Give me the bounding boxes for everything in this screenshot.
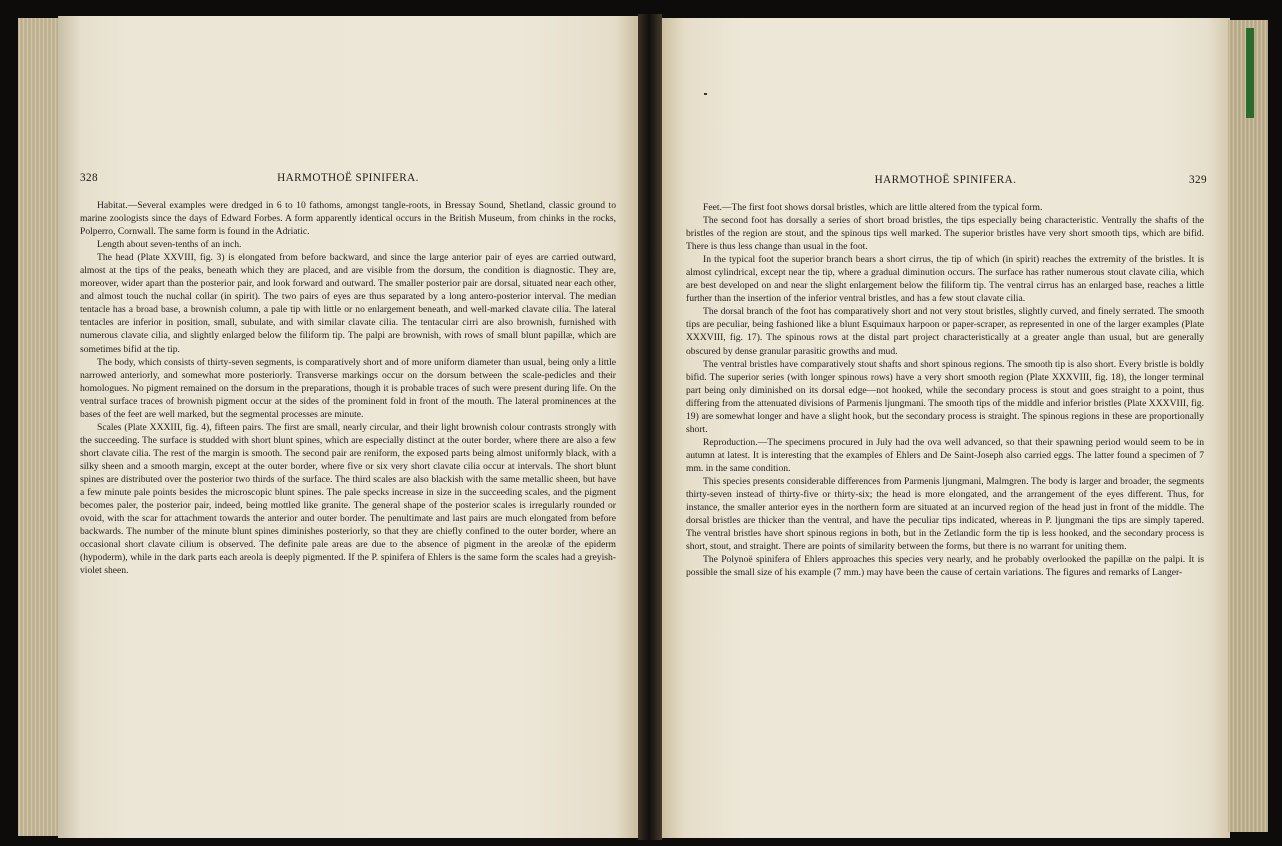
paragraph: The dorsal branch of the foot has comparatively short and not very stout bristles, slightly curved, and finely serrated. The smooth tips are peculiar, being fashioned like a blunt Esquimaux harpoon or paper-scraper, as represented in one of the larger examples (Plate XXXVIII, fig. 17). The spinous rows at the distal part project characteristically at a greater angle than usual, but are generally obscured by dense granular parasitic growths and mud. [686,306,1204,357]
right-page-header [684,174,1207,188]
paragraph: This species presents considerable differences from Parmenis ljungmani, Malmgren. The body is larger and broader, the segments thirty-seven instead of thirty-five or thirty-six; the head is more elongated, and the arrangement of the eyes different. Thus, for instance, the smaller anterior eyes in the northern form are situated at an incurved region of the head just in front of the middle. The dorsal bristles are thicker than the ventral, and have the peculiar tips indicated, whereas in P. ljungmani the tips are simply tapered. The ventral bristles have short spinous regions in both, but in the Zetlandic form the tip is less hooked, and the secondary process is short, stout, and straight. There are points of similarity between the forms, but there is no warrant for uniting them. [686,475,1204,553]
left-page [58,16,638,838]
right-running-title: HARMOTHOË SPINIFERA. [874,174,1017,186]
paragraph: The head (Plate XXVIII, fig. 3) is elongated from before backward, and since the large anterior pair of eyes are carried outward, almost at the tips of the peaks, beneath which they are placed, and are visible from the dorsum, the condition is diagnostic. They are, moreover, wider apart than the posterior pair, and look forward and outward. The smaller posterior pair are dorsal, situated near each other, and almost touch the nuchal collar (in spirit). The two pairs of eyes are thus separated by a long antero-posterior interval. The median tentacle has a broad base, a brownish column, a pale tip with little or no enlargement beneath, and well-marked clavate cilia. The lateral tentacles are inferior in position, small, subulate, and with similar clavate cilia. The tentacular cirri are also brownish, furnished with numerous clavate cilia, and slightly enlarged below the filiform tip. The palpi are brownish, with rows of small blunt papillæ, which are sometimes bifid at the tip. [80,252,616,355]
left-running-title: HARMOTHOË SPINIFERA. [277,172,419,184]
paragraph: Length about seven-tenths of an inch. [97,239,242,251]
left-page-body [80,199,616,577]
paragraph: The Polynoë spinifera of Ehlers approaches this species very nearly, and he probably overlooked the papillæ on the palpi. It is possible the small size of his example (7 mm.) may have been the cause of certain variations. The figures and remarks of Langer- [686,554,1204,579]
paragraph: Scales (Plate XXXIII, fig. 4), fifteen pairs. The first are small, nearly circular, and their light brownish colour contrasts strongly with the succeeding. The surface is studded with short blunt spines, which are especially distinct at the outer border, where there are also a few short clavate cilia. The rest of the margin is smooth. The second pair are reniform, the exposed parts being almost uniformly black, with a silky sheen and a smooth margin, except at the outer border, where five or six very short clavate cilia occur at intervals. The short blunt spines are distributed over the posterior two thirds of the surface. The third scales are also blackish with the same metallic sheen, but have a few minute pale points besides the microscopic blunt spines. The pale specks increase in size in the succeeding scales, and the pigment becomes paler, the posterior pair, indeed, being mottled like granite. The general shape of the posterior scales is irregularly rounded or ovoid, with the scar for attachment towards the anterior and outer border. The penultimate and last pairs are much elongated from before backwards. The number of the minute blunt spines diminishes posteriorly, so that they are chiefly confined to the outer border, where an occasional short clavate cilium is observed. The definite pale areas are due to the absence of pigment in the areolæ of the epiderm (hypoderm), while in the dark parts each areola is deeply pigmented. If the P. spinifera of Ehlers is the same form the scales had a greyish-violet sheen. [80,421,616,577]
left-page-number: 328 [80,172,98,184]
right-page-edges [1228,20,1268,832]
right-page-body [686,201,1204,579]
paragraph: Habitat.—Several examples were dredged in 6 to 10 fathoms, amongst tangle-roots, in Bressay Sound, Shetland, classic ground to marine zoologists since the days of Edward Forbes. A form apparently identical occurs in the British Museum, from chinks in the rocks, Polperro, Cornwall. The same form is found in the Adriatic. [80,200,616,238]
print-mark [704,93,707,95]
paragraph: In the typical foot the superior branch bears a short cirrus, the tip of which (in spirit) reaches the extremity of the bristles. It is almost cylindrical, except near the tip, where a gradual diminution occurs. The surface has rather numerous stout clavate cilia, which are best developed on and near the slight enlargement below the filiform tip. The ventral cirrus has an enlarged base, reaches a little further than the insertion of the inferior ventral bristles, and has a few stout clavate cilia. [686,254,1204,305]
left-page-header [80,172,616,186]
paragraph: Reproduction.—The specimens procured in July had the ova well advanced, so that their spawning period would seem to be in autumn at latest. It is interesting that the examples of Ehlers and De Saint-Joseph also carried eggs. The latter found a specimen of 7 mm. in the same condition. [686,436,1204,474]
bookmark-ribbon [1246,28,1254,118]
paragraph: The second foot has dorsally a series of short broad bristles, the tips especially being characteristic. Ventrally the shafts of the bristles of the region are stout, and the spinous tips well marked. The superior bristles have very short smooth tips, which are bifid. There is thus less change than usual in the foot. [686,215,1204,253]
right-page [662,18,1230,838]
paragraph: Feet.—The first foot shows dorsal bristles, which are little altered from the typical form. [703,202,1043,213]
paragraph: The body, which consists of thirty-seven segments, is comparatively short and of more uniform diameter than usual, being only a little narrowed anteriorly, and somewhat more posteriorly. Transverse markings occur on the dorsum between the scale-pedicles and their homologues. No pigment remained on the dorsum in the preparations, though it is probable traces of such were present during life. On the ventral surface traces of brownish pigment occur at the sides of the prominent fold in front of the mouth. The lateral prominences at the bases of the feet are well marked, but the segmental processes are minute. [80,356,616,420]
paragraph: The ventral bristles have comparatively stout shafts and short spinous regions. The smooth tip is also short. Every bristle is boldly bifid. The superior series (with longer spinous rows) have a very short smooth region (Plate XXXVIII, fig. 18), the longer terminal part being only diminished on its dorsal edge—not hooked, while the secondary process is stout and goes straight to a point, thus differing from the attenuated divisions of Parmenis ljungmani. The smooth tips of the middle and inferior bristles (Plate XXXVIII, fig. 19) are somewhat longer and have a slight hook, but the secondary process is straight. The spinous regions in these are proportionally short. [686,358,1204,435]
left-page-edges [18,18,60,836]
book-spine [638,14,662,840]
right-page-number: 329 [1189,174,1207,186]
